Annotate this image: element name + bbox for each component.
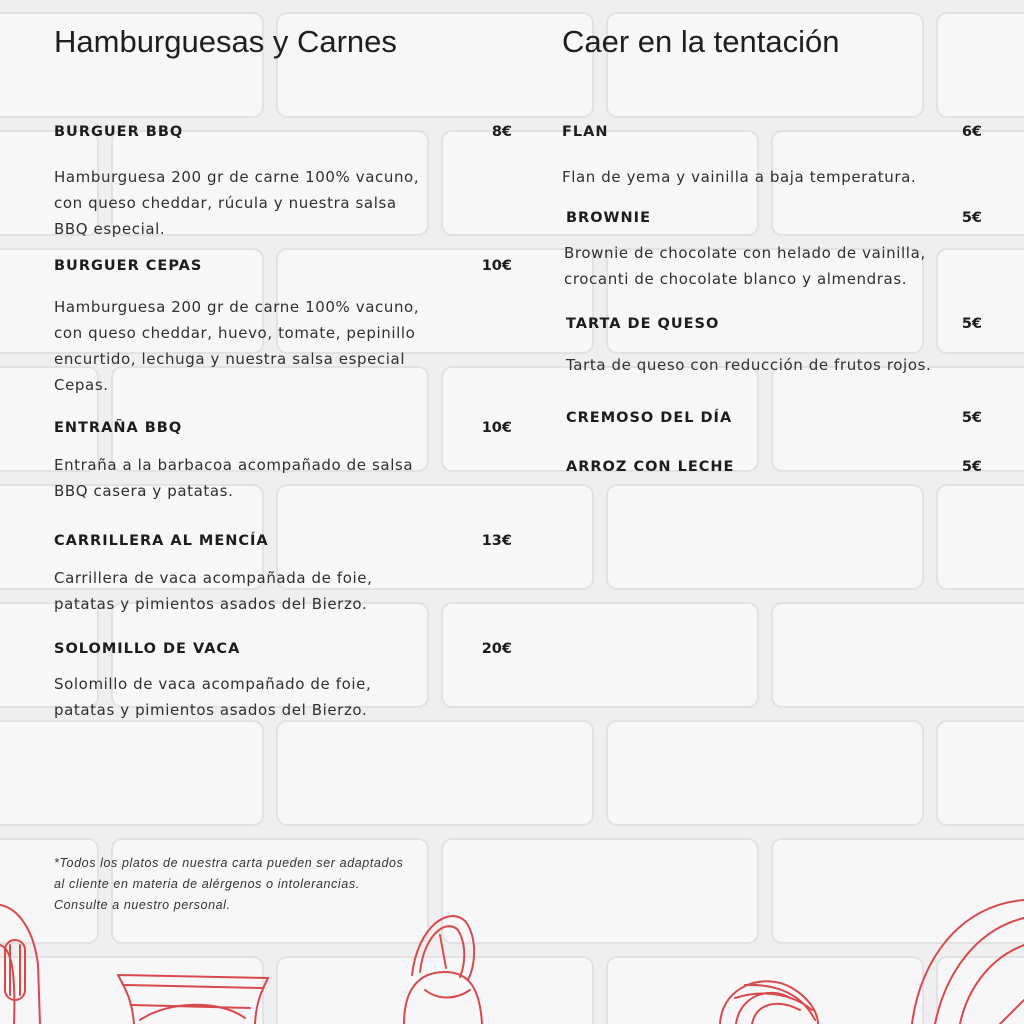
- footnote-line: *Todos los platos de nuestra carta pueden ser adaptados: [54, 856, 404, 870]
- item-description: [564, 240, 926, 292]
- spatula-doodle-icon: [0, 905, 40, 1024]
- whisk-doodle-icon: [720, 981, 818, 1024]
- item-price: 5€: [961, 316, 982, 332]
- ladle-doodle-icon: [912, 900, 1024, 1024]
- item-price: 10€: [481, 420, 512, 436]
- desc-line: con queso cheddar, huevo, tomate, pepinillo: [54, 324, 416, 342]
- section-title-desserts: Caer en la tentación: [562, 24, 840, 59]
- desc-line: encurtido, lechuga y nuestra salsa especial: [54, 350, 406, 368]
- item-name: BURGUER BBQ: [54, 124, 184, 140]
- item-price: 10€: [481, 258, 512, 274]
- desc-line: Solomillo de vaca acompañado de foie,: [54, 675, 372, 693]
- item-price: 20€: [481, 641, 512, 657]
- item-description: [54, 164, 419, 242]
- item-description: [566, 352, 931, 378]
- item-price: 13€: [481, 533, 512, 549]
- item-description: [54, 671, 371, 723]
- desc-line: Flan de yema y vainilla a baja temperatura.: [562, 168, 917, 186]
- desc-line: Carrillera de vaca acompañada de foie,: [54, 569, 373, 587]
- item-name: CREMOSO DEL DÍA: [566, 410, 733, 426]
- item-price: 5€: [961, 459, 982, 475]
- desc-line: Cepas.: [54, 376, 109, 394]
- footnote-line: al cliente en materia de alérgenos o intolerancias.: [54, 877, 360, 891]
- item-description: [54, 565, 372, 617]
- footnote-line: Consulte a nuestro personal.: [54, 898, 231, 912]
- item-name: BROWNIE: [566, 210, 651, 226]
- item-price: 8€: [491, 124, 512, 140]
- item-name: BURGUER CEPAS: [54, 258, 203, 274]
- item-price: 5€: [961, 210, 982, 226]
- desc-line: Hamburguesa 200 gr de carne 100% vacuno,: [54, 168, 420, 186]
- desc-line: Brownie de chocolate con helado de vainilla,: [564, 244, 926, 262]
- desc-line: crocanti de chocolate blanco y almendras.: [564, 270, 908, 288]
- section-title-burgers-meats: Hamburguesas y Carnes: [54, 24, 397, 59]
- item-name: ENTRAÑA BBQ: [54, 420, 183, 436]
- item-price: 6€: [961, 124, 982, 140]
- item-name: ARROZ CON LECHE: [566, 459, 735, 475]
- pot-doodle-icon: [118, 975, 268, 1024]
- item-name: TARTA DE QUESO: [566, 316, 720, 332]
- desc-line: Tarta de queso con reducción de frutos rojos.: [566, 356, 932, 374]
- desc-line: patatas y pimientos asados del Bierzo.: [54, 595, 368, 613]
- desc-line: patatas y pimientos asados del Bierzo.: [54, 701, 368, 719]
- desc-line: con queso cheddar, rúcula y nuestra salsa: [54, 194, 397, 212]
- item-description: [562, 164, 916, 190]
- item-description: [54, 294, 419, 398]
- item-price: 5€: [961, 410, 982, 426]
- desc-line: Entraña a la barbacoa acompañado de salsa: [54, 456, 414, 474]
- item-description: [54, 452, 413, 504]
- desc-line: BBQ casera y patatas.: [54, 482, 234, 500]
- desc-line: Hamburguesa 200 gr de carne 100% vacuno,: [54, 298, 420, 316]
- kettle-doodle-icon: [404, 916, 482, 1024]
- item-name: SOLOMILLO DE VACA: [54, 641, 241, 657]
- item-name: CARRILLERA AL MENCÍA: [54, 533, 269, 549]
- item-name: FLAN: [562, 124, 609, 140]
- kitchen-utensils-doodle: [0, 880, 1024, 1024]
- desc-line: BBQ especial.: [54, 220, 166, 238]
